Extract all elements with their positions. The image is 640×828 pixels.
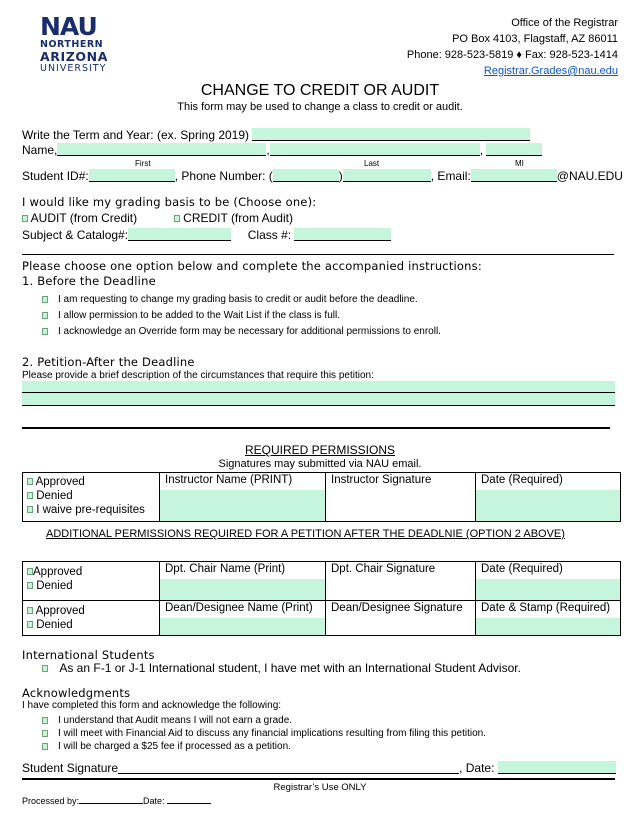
signature-row <box>22 761 616 775</box>
instructor-name-label: Instructor Name (PRINT) <box>165 474 293 486</box>
phone-area-input[interactable] <box>273 169 339 182</box>
option-1-heading: 1. Before the Deadline <box>22 274 156 288</box>
phone-close: ) <box>338 169 343 183</box>
required-choices-cell: Approved Denied I waive pre-requisites <box>23 473 160 522</box>
additional-permissions-table <box>22 561 621 636</box>
option-2-heading: 2. Petition-After the Deadline <box>22 355 195 369</box>
instructor-signature-label: Instructor Signature <box>331 474 432 486</box>
list-item: I allow permission to be added to the Wait List if the class is full. <box>42 308 441 324</box>
student-id-label: Student ID#: <box>22 169 89 183</box>
email-input[interactable] <box>471 169 557 182</box>
ack-list <box>42 714 486 753</box>
processed-date-input[interactable] <box>167 794 211 804</box>
ack-checkbox[interactable] <box>42 743 48 750</box>
logo-university: UNIVERSITY <box>40 63 107 74</box>
signature-date-input[interactable] <box>498 761 616 774</box>
option-1-list <box>42 292 441 340</box>
list-item: I will be charged a $25 fee if processed as a petition. <box>42 740 486 753</box>
office-address: PO Box 4103, Flagstaff, AZ 86011 <box>452 33 618 45</box>
class-input[interactable] <box>294 228 391 241</box>
divider <box>22 254 614 255</box>
chair-date-cell <box>476 562 621 601</box>
basis-choices <box>22 211 293 225</box>
dean-date-cell <box>476 601 621 636</box>
chair-choices-cell: Approved Denied <box>23 562 160 601</box>
basis-heading: I would like my grading basis to be (Choose one): <box>22 195 317 209</box>
international-checkbox[interactable] <box>42 665 48 672</box>
waive-checkbox[interactable] <box>27 506 33 513</box>
petition-text-area[interactable] <box>22 381 615 406</box>
processed-label: Processed by: <box>22 796 80 806</box>
office-name: Office of the Registrar <box>511 17 618 29</box>
required-date-cell <box>476 473 621 522</box>
instructor-name-cell <box>160 473 326 522</box>
chair-date-label: Date (Required) <box>481 563 563 575</box>
instructor-name-input[interactable] <box>160 490 325 521</box>
registrar-use-label: Registrar’s Use ONLY <box>273 782 367 793</box>
required-date-input[interactable] <box>476 490 620 521</box>
dean-name-label: Dean/Designee Name (Print) <box>165 602 313 614</box>
name-label: Name, <box>22 143 58 157</box>
option-1-checkbox[interactable] <box>42 296 48 303</box>
office-info <box>407 15 618 79</box>
first-name-input[interactable] <box>57 143 266 156</box>
international-item: As an F-1 or J-1 International student, I have met with an International Student Advisor. <box>42 661 521 675</box>
option-1-checkbox[interactable] <box>42 312 48 319</box>
phone-label: , Phone Number: ( <box>174 169 273 183</box>
logo-mark: NAU <box>40 12 97 41</box>
dean-date-label: Date & Stamp (Required) <box>481 602 611 614</box>
chair-denied-checkbox[interactable] <box>27 582 33 589</box>
dean-denied-checkbox[interactable] <box>27 621 33 628</box>
nau-logo <box>40 14 124 76</box>
ack-intro: I have completed this form and acknowledge the following: <box>22 700 282 711</box>
thick-divider <box>22 427 610 429</box>
footer-divider <box>22 778 615 780</box>
form-title: CHANGE TO CREDIT OR AUDIT <box>200 82 440 99</box>
student-id-input[interactable] <box>89 169 175 182</box>
dean-name-input[interactable] <box>160 618 325 635</box>
ack-heading: Acknowledgments <box>22 686 131 700</box>
signature-input[interactable] <box>118 761 459 774</box>
office-email-link[interactable]: Registrar.Grades@nau.edu <box>483 65 618 77</box>
chair-signature-cell <box>326 562 476 601</box>
phone-number-input[interactable] <box>343 169 431 182</box>
name-row: Name, , , <box>22 143 542 157</box>
denied-checkbox[interactable] <box>27 492 33 499</box>
subject-label: Subject & Catalog#: <box>22 228 129 242</box>
processed-input[interactable] <box>79 794 143 804</box>
required-note: Signatures may submitted via NAU email. <box>218 458 422 470</box>
instructor-signature-cell <box>326 473 476 522</box>
required-permissions-table <box>22 472 621 522</box>
option-2-description: Please provide a brief description of the circumstances that require this petition: <box>22 370 374 381</box>
options-heading: Please choose one option below and complete the accompanied instructions: <box>22 259 482 273</box>
list-item: I will meet with Financial Aid to discuss any financial implications resulting from filing this petition. <box>42 727 486 740</box>
dean-name-cell <box>160 601 326 636</box>
form-subtitle: This form may be used to change a class to credit or audit. <box>177 101 463 113</box>
chair-name-label: Dpt. Chair Name (Print) <box>165 563 286 575</box>
last-name-input[interactable] <box>270 143 480 156</box>
ack-checkbox[interactable] <box>42 717 48 724</box>
signature-date-label: , Date: <box>459 761 495 775</box>
term-row <box>22 128 530 142</box>
dean-signature-label: Dean/Designee Signature <box>331 602 463 614</box>
chair-date-input[interactable] <box>476 579 620 600</box>
label-last: Last <box>364 159 380 168</box>
option-1-checkbox[interactable] <box>42 328 48 335</box>
credit-label: CREDIT (from Audit) <box>183 211 293 225</box>
ack-checkbox[interactable] <box>42 730 48 737</box>
required-date-label: Date (Required) <box>481 474 563 486</box>
chair-signature-label: Dpt. Chair Signature <box>331 563 436 575</box>
mi-input[interactable] <box>486 143 542 156</box>
international-heading: International Students <box>22 648 155 662</box>
label-mi: MI <box>515 159 524 168</box>
term-input[interactable] <box>252 128 530 141</box>
label-first: First <box>135 159 151 168</box>
dean-approved-checkbox[interactable] <box>27 607 33 614</box>
chair-name-cell <box>160 562 326 601</box>
list-item: I am requesting to change my grading basis to credit or audit before the deadline. <box>42 292 441 308</box>
logo-arizona: ARIZONA <box>40 49 108 64</box>
audit-label: AUDIT (from Credit) <box>30 211 138 225</box>
processed-date-label: Date: <box>143 796 165 806</box>
class-label: Class #: <box>247 228 292 242</box>
approved-checkbox[interactable] <box>27 478 33 485</box>
additional-heading: ADDITIONAL PERMISSIONS REQUIRED FOR A PETITION AFTER THE DEADLNIE (OPTION 2 ABOVE) <box>46 528 565 540</box>
contact-row <box>22 169 623 183</box>
required-heading: REQUIRED PERMISSIONS <box>244 443 396 457</box>
processed-row <box>22 794 211 806</box>
email-suffix: @NAU.EDU <box>556 169 623 183</box>
subject-row <box>22 228 391 242</box>
chair-name-input[interactable] <box>160 579 325 600</box>
dean-signature-cell <box>326 601 476 636</box>
list-item: I understand that Audit means I will not earn a grade. <box>42 714 486 727</box>
office-phone-fax: Phone: 928-523-5819 ♦ Fax: 928-523-1414 <box>406 49 618 61</box>
logo-northern: NORTHERN <box>40 39 104 50</box>
audit-checkbox[interactable] <box>22 215 28 222</box>
credit-checkbox[interactable] <box>174 215 180 222</box>
list-item: I acknowledge an Override form may be necessary for additional permissions to enroll. <box>42 324 441 340</box>
signature-label: Student Signature <box>22 761 119 775</box>
email-label: , Email: <box>430 169 471 183</box>
dean-choices-cell: Approved Denied <box>23 601 160 636</box>
dean-date-input[interactable] <box>476 618 620 635</box>
subject-input[interactable] <box>128 228 231 241</box>
term-label: Write the Term and Year: (ex. Spring 2019) <box>22 128 250 142</box>
